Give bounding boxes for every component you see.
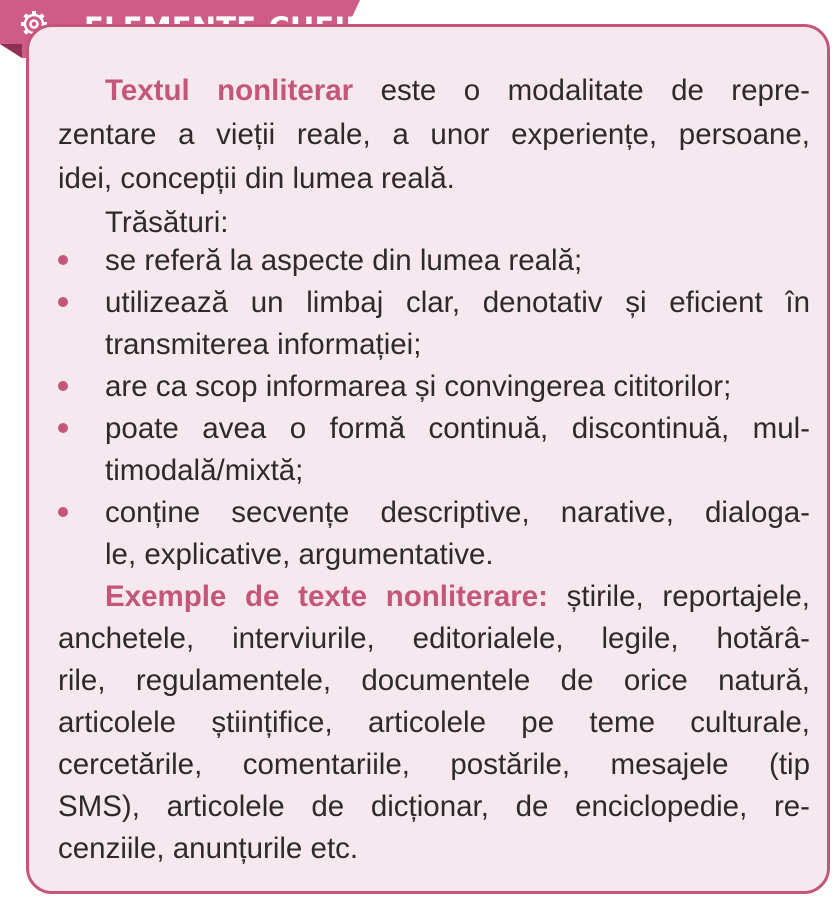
examples-line-4: articolele științifice, articolele pe teme culturale, xyxy=(58,706,810,739)
bullet-marker xyxy=(58,297,68,307)
examples-line-6: SMS), articolele de dicționar, de enciclopedie, re- xyxy=(58,790,810,823)
examples-line-5: cercetările, comentariile, postările, mesajele (tip xyxy=(58,748,810,781)
feature-item-4-line-2: timodală/mixtă; xyxy=(105,454,304,487)
feature-item-1: se referă la aspecte din lumea reală; xyxy=(105,244,583,277)
examples-line-1-text: știrile, reportajele, xyxy=(566,580,810,613)
bullet-marker xyxy=(58,255,68,265)
examples-line-2: anchetele, interviurile, editorialele, legile, hotărâ- xyxy=(58,622,810,655)
examples-line-7: cenziile, anunțurile etc. xyxy=(58,832,359,865)
bullet-marker xyxy=(58,381,68,391)
feature-item-5-line-2: le, explicative, argumentative. xyxy=(105,538,494,571)
feature-item-2-line-2: transmiterea informației; xyxy=(105,328,422,361)
features-label: Trăsături: xyxy=(105,206,229,239)
bullet-marker xyxy=(58,507,68,517)
examples-line-3: rile, regulamentele, documentele de orice natură, xyxy=(58,664,810,697)
feature-item-5-line-1: conține secvențe descriptive, narative, dialoga- xyxy=(105,496,810,529)
intro-term: Textul nonliterar xyxy=(105,74,354,107)
intro-line-2: zentare a vieții reale, a unor experiențe, persoane, xyxy=(58,118,810,151)
feature-item-3: are ca scop informarea și convingerea cititorilor; xyxy=(105,370,732,403)
examples-line-1 xyxy=(58,576,810,618)
feature-item-4-line-1: poate avea o formă continuă, discontinuă, mul- xyxy=(105,412,810,445)
feature-item-2-line-1: utilizează un limbaj clar, denotativ și eficient în xyxy=(105,286,810,319)
bullet-marker xyxy=(58,423,68,433)
intro-line-3: idei, concepții din lumea reală. xyxy=(58,162,455,195)
intro-line-1 xyxy=(58,70,810,112)
examples-label: Exemple de texte nonliterare: xyxy=(105,580,548,613)
intro-line-1-text: este o modalitate de repre- xyxy=(380,74,811,107)
